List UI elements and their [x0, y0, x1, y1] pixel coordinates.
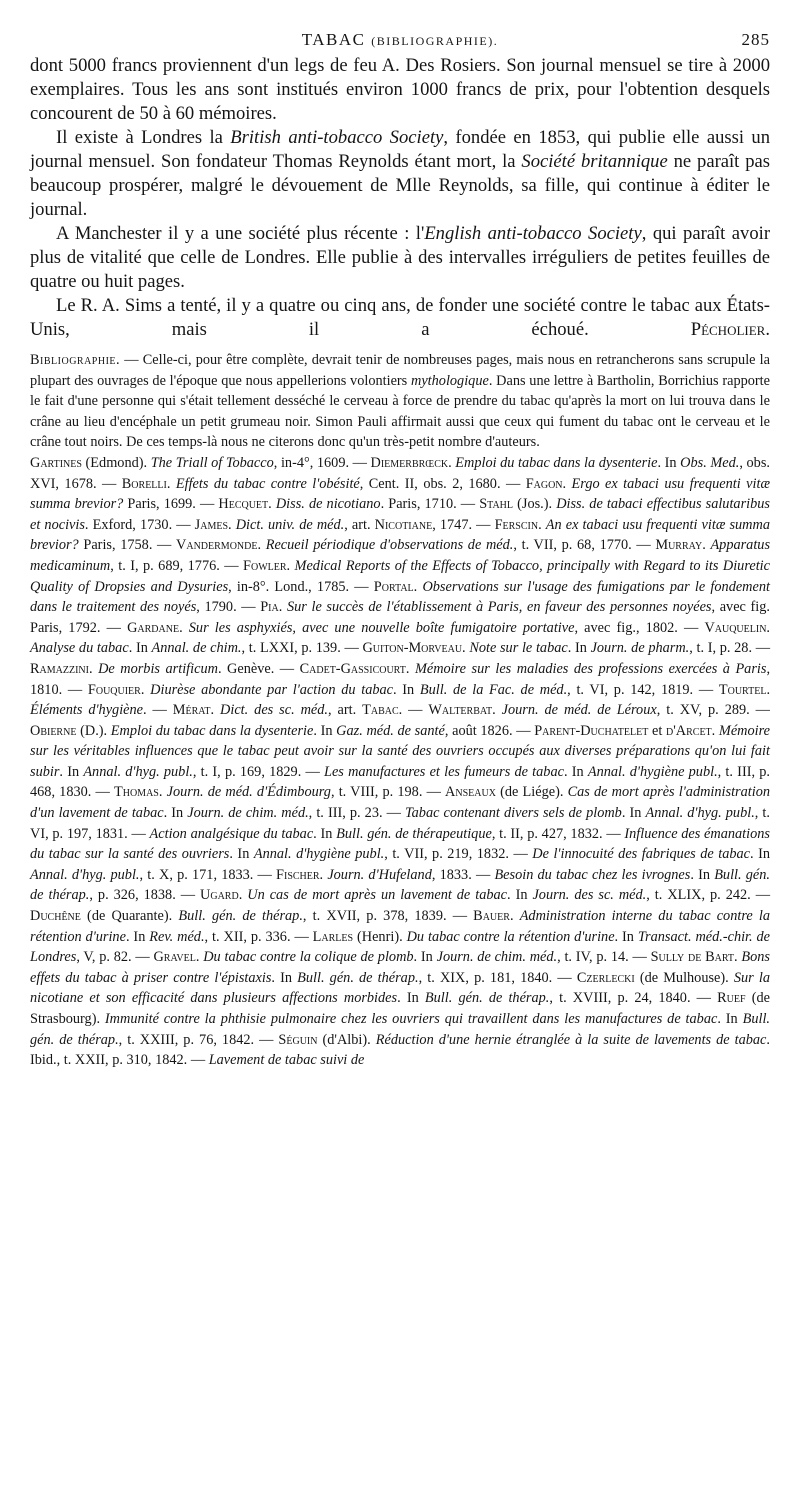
- citation-text: , t. I, p. 28. —: [689, 640, 771, 657]
- citation-text: , t. XLIX, p. 242. —: [646, 887, 770, 904]
- author-name: Diemerbrœck: [370, 454, 449, 471]
- citation-text: . In: [657, 454, 681, 471]
- work-title: Mémoire sur les maladies des professions exercées à Paris: [414, 660, 767, 677]
- main-text: [30, 54, 770, 342]
- work-title: Annal. d'hygiène publ.: [587, 763, 718, 780]
- work-title: Journ. des sc. méd.: [532, 887, 647, 904]
- citation-text: (D.).: [76, 722, 111, 739]
- work-title: Apparatus medicaminum: [30, 537, 771, 574]
- citation-text: .: [319, 866, 328, 883]
- work-title: Bull. gén. de thérap.: [178, 908, 303, 925]
- author-name: Cadet-Gassicourt: [299, 660, 406, 677]
- work-title: Bull. de la Fac. de méd.: [419, 681, 568, 698]
- work-title: Journ. de chim. méd.: [436, 949, 558, 966]
- text-run: ne paraît pas beaucoup prospérer, malgré le dévouement de Mlle Reynolds, sa fille, qui continue à éditer le journal.: [30, 151, 770, 220]
- work-title: Immunité contre la phthisie pulmonaire chez les ouvriers qui travaillent dans les manufactures de tabac: [104, 1011, 718, 1027]
- work-title: Mémoire sur les véritables influences que le tabac peut avoir sur la santé des ouvriers occupés aux diverses préparations qu'on lui fait subir: [30, 722, 771, 780]
- citation-text: , 1790. —: [196, 599, 261, 616]
- citation-text: , V, p. 82. —: [76, 949, 154, 966]
- work-title: Note sur le tabac: [469, 640, 568, 657]
- citation-text: .: [228, 516, 236, 533]
- citation-text: .: [734, 949, 742, 966]
- author-name: Fischer: [276, 866, 320, 883]
- citation-text: . In: [59, 763, 84, 780]
- author-name: Duchêne: [30, 908, 81, 925]
- author-name: Mérat: [172, 702, 211, 719]
- header-title: TABAC: [301, 30, 366, 49]
- paragraph-3: [30, 222, 770, 294]
- work-title: Gaz. méd. de santé: [336, 722, 445, 739]
- citation-text: . Ibid., t. XXII, p. 310, 1842. —: [30, 1031, 770, 1069]
- work-title: Recueil périodique d'observations de méd.: [265, 537, 514, 554]
- work-title: Annal. d'hygiène publ.: [253, 846, 385, 863]
- citation-text: (de Mulhouse).: [634, 969, 734, 986]
- author-name: Fagon: [525, 475, 563, 492]
- author-name: Stahl: [479, 496, 514, 513]
- bibliography-entries: [30, 453, 770, 1071]
- work-title: Sur les asphyxiés, avec une nouvelle boîte fumigatoire portative: [188, 619, 575, 636]
- work-title: Diss. de tabaci effectibus salutaribus et nocivis: [30, 496, 770, 533]
- work-title: Diurèse abondante par l'action du tabac: [150, 681, 393, 698]
- work-title: Un cas de mort après un lavement de tabac: [247, 887, 508, 904]
- citation-text: . In: [750, 846, 771, 863]
- work-title: Ergo ex tabaci usu frequenti vitæ summa brevior?: [30, 475, 770, 513]
- work-title: Emploi du tabac dans la dysenterie: [455, 454, 658, 471]
- citation-text: , t. X, p. 171, 1833. —: [139, 866, 277, 883]
- work-title: Journ. de méd. de Léroux: [501, 702, 657, 719]
- citation-text: .: [88, 660, 99, 677]
- citation-text: .: [509, 908, 520, 925]
- citation-text: , t. II, p. 427, 1832. —: [491, 825, 625, 842]
- citation-text: , 1747. —: [432, 516, 495, 533]
- citation-text: (de Quarante).: [80, 908, 179, 925]
- author-name: Bauer: [473, 908, 510, 925]
- citation-text: . In: [614, 928, 638, 945]
- author-name: Séguin: [278, 1031, 318, 1048]
- citation-text: , t. IV, p. 14. —: [557, 949, 651, 966]
- work-title: Réduction d'une hernie étranglée à la suite de lavements de tabac: [375, 1031, 767, 1048]
- citation-text: .: [166, 475, 176, 492]
- citation-text: , 1810. —: [30, 660, 771, 698]
- work-title: Bull. gén. de thérapeutique: [336, 825, 492, 842]
- citation-text: .: [711, 722, 719, 739]
- work-title: Diss. de nicotiano: [275, 496, 381, 513]
- citation-text: . Exford, 1730. —: [84, 516, 195, 533]
- work-title: Éléments d'hygiène: [30, 702, 144, 719]
- citation-text: , t. VI, p. 142, 1819. —: [567, 681, 719, 698]
- page-number: 285: [741, 30, 770, 49]
- citation-text: . In: [128, 640, 152, 657]
- author-name: d'Arcet: [665, 722, 712, 739]
- citation-text: .: [413, 578, 423, 595]
- work-title: Observations sur l'usage des fumigations par le fondement dans le traitement des noyés: [30, 578, 770, 616]
- author-name: Gartines: [30, 454, 82, 471]
- work-title: Analyse du tabac: [30, 640, 129, 657]
- work-title: Journ. de chim. méd.: [187, 805, 309, 822]
- citation-text: .: [140, 681, 151, 698]
- citation-text: (d'Albi).: [317, 1031, 376, 1048]
- citation-text: , t. VI, p. 197, 1831. —: [30, 805, 770, 842]
- author-name: Borelli: [121, 475, 167, 492]
- work-title: Bull. gén. de thérap.: [297, 969, 419, 986]
- citation-text: . In: [621, 805, 646, 822]
- citation-text: , 1833. —: [431, 866, 495, 883]
- citation-text: .: [210, 702, 221, 719]
- citation-text: , t. XV, p. 289. —: [656, 702, 770, 719]
- citation-text: Paris, 1758. —: [78, 537, 177, 554]
- citation-text: . In: [313, 722, 337, 739]
- author-signature: Pécholier.: [690, 319, 770, 340]
- citation-text: . In: [271, 969, 298, 986]
- citation-text: . In: [163, 805, 188, 822]
- citation-text: , t. VII, p. 68, 1770. —: [513, 537, 656, 554]
- paragraph-4: [30, 294, 770, 342]
- author-name: Vauquelin: [704, 619, 767, 636]
- citation-text: , t. XII, p. 336. —: [204, 928, 313, 945]
- citation-text: . In: [229, 846, 254, 863]
- author-name: Anseaux: [445, 784, 496, 801]
- work-title: Medical Reports of the Effects of Tobacco, principally with Regard to its Diuretic Quality of Dropsies and Dysuries: [30, 557, 771, 595]
- author-name: Hecquet: [218, 496, 269, 513]
- author-name: Fouquier: [87, 681, 141, 698]
- text-run: , qui paraît avoir plus de vitalité que celle de Londres. Elle publie à des intervalles irréguliers de petites feuilles de quatre ou huit pages.: [30, 223, 771, 292]
- citation-text: .: [158, 784, 167, 801]
- citation-text: , t. VII, p. 219, 1832. —: [384, 846, 533, 863]
- author-name: Ugard: [200, 887, 239, 904]
- citation-text: , t. I, p. 689, 1776. —: [110, 557, 244, 574]
- author-name: Pia: [260, 599, 279, 616]
- work-title: Dict. univ. de méd.: [235, 516, 345, 533]
- citation-text: , août 1826. —: [444, 722, 535, 739]
- paragraph-2: [30, 126, 770, 222]
- citation-text: .: [562, 475, 572, 492]
- work-title: Bull. gén. de thérap.: [30, 866, 770, 904]
- citation-text: . In: [717, 1011, 743, 1027]
- text-run: Le R. A. Sims a tenté, il y a quatre ou cinq ans, de fonder une société contre le tabac aux États-Unis, mais il a échoué.: [30, 295, 770, 340]
- bibliography-intro: [30, 350, 770, 453]
- work-title: Influence des émanations du tabac sur la santé des ouvriers: [30, 825, 770, 863]
- author-name: Tourtel: [718, 681, 767, 698]
- work-title: Rev. méd.: [149, 928, 205, 945]
- author-name: Sully de Bart: [650, 949, 735, 966]
- society-name: Société britannique: [521, 151, 668, 172]
- citation-text: . —: [143, 702, 173, 719]
- citation-text: Paris, 1699. —: [123, 496, 219, 513]
- author-name: Portal: [373, 578, 414, 595]
- running-title: [302, 30, 499, 50]
- citation-text: et: [648, 722, 666, 739]
- work-title: Action analgésique du tabac: [149, 825, 314, 842]
- citation-text: . In: [413, 949, 437, 966]
- work-title: Bons effets du tabac à priser contre l'épistaxis: [30, 949, 770, 986]
- work-title: Journ. de méd. d'Édimbourg: [166, 784, 331, 801]
- work-title: Emploi du tabac dans la dysenterie: [110, 722, 314, 739]
- citation-text: .: [278, 599, 287, 616]
- citation-text: , Cent. II, obs. 2, 1680. —: [359, 475, 526, 492]
- work-title: Dict. des sc. méd.: [220, 702, 328, 719]
- author-name: Vandermonde: [176, 537, 258, 554]
- citation-text: , t. I, p. 169, 1829. —: [192, 763, 324, 780]
- bibliography-section: [30, 350, 770, 1071]
- citation-text: . In: [393, 681, 420, 698]
- work-title: An ex tabaci usu frequenti vitæ summa brevior?: [30, 516, 770, 554]
- work-title: Les manufactures et les fumeurs de tabac: [324, 763, 564, 780]
- citation-text: .: [538, 516, 546, 533]
- society-name: English anti-tobacco Society: [424, 223, 642, 244]
- work-title: Annal. d'hyg. publ.: [30, 866, 140, 883]
- citation-text: .: [702, 537, 711, 554]
- work-title: Journ. de pharm.: [590, 640, 690, 657]
- citation-text: (de Liége).: [495, 784, 568, 801]
- society-name: British anti-tobacco Society: [230, 127, 444, 148]
- running-header: [30, 30, 770, 54]
- citation-text: . In: [567, 640, 591, 657]
- work-title: Sur le succès de l'établissement à Paris, en faveur des personnes noyées: [286, 599, 712, 616]
- work-title: Du tabac contre la rétention d'urine: [406, 928, 615, 945]
- citation-text: , t. XVII, p. 378, 1839. —: [302, 908, 474, 925]
- citation-text: . Genève. —: [217, 660, 300, 677]
- citation-text: . In: [563, 763, 588, 780]
- citation-text: .: [766, 619, 770, 636]
- citation-text: , t. XIX, p. 181, 1840. —: [418, 969, 577, 986]
- citation-text: .: [766, 681, 771, 698]
- citation-text: .: [268, 496, 276, 513]
- citation-text: , t. XVIII, p. 24, 1840. —: [549, 990, 718, 1007]
- citation-text: . In: [313, 825, 337, 842]
- author-name: Ramazzini: [30, 660, 89, 677]
- citation-text: , t. III, p. 468, 1830. —: [30, 763, 770, 801]
- citation-text: , in-8°. Lond., 1785. —: [228, 578, 374, 595]
- citation-text: , p. 326, 1838. —: [89, 887, 201, 904]
- work-title: The Triall of Tobacco: [150, 454, 274, 471]
- work-title: Transact. méd.-chir. de Londres: [30, 928, 771, 966]
- citation-text: .: [195, 949, 204, 966]
- page: [30, 30, 770, 1071]
- author-name: Thomas: [114, 784, 159, 801]
- citation-text: . In: [397, 990, 425, 1007]
- citation-text: , t. XXIII, p. 76, 1842. —: [118, 1031, 279, 1048]
- citation-text: . In: [690, 866, 715, 883]
- author-name: Czerlecki: [576, 969, 635, 986]
- citation-text: (Edmond).: [81, 454, 151, 471]
- citation-text: , art.: [328, 702, 363, 719]
- work-title: Annal. de chim.: [151, 640, 242, 657]
- text-run: Il existe à Londres la: [56, 127, 231, 148]
- work-title: Sur la nicotiane et son efficacité dans plusieurs affections morbides: [30, 969, 770, 1007]
- citation-text: (de Strasbourg).: [30, 990, 770, 1027]
- work-title: Annal. d'hyg. publ.: [645, 805, 755, 822]
- work-title: Cas de mort après l'administration d'un lavement de tabac: [30, 784, 771, 822]
- citation-text: .: [405, 660, 415, 677]
- author-name: Obierne: [30, 722, 77, 739]
- citation-text: .: [238, 887, 248, 904]
- work-title: Effets du tabac contre l'obésité: [175, 475, 360, 492]
- citation-text: , in-4°, 1609. —: [273, 454, 371, 471]
- work-title: Bull. gén. de thérap.: [424, 990, 550, 1007]
- citation-text: , avec fig., 1802. —: [574, 619, 705, 636]
- citation-text: .: [462, 640, 470, 657]
- work-title: Obs. Med.: [680, 454, 740, 471]
- author-name: Walterbat: [428, 702, 493, 719]
- text-run: , fondée en 1853, qui publie elle aussi un journal mensuel. Son fondateur Thomas Reynolds étant mort, la: [30, 127, 770, 172]
- citation-text: . Paris, 1710. —: [380, 496, 480, 513]
- citation-text: .: [179, 619, 189, 636]
- citation-text: , t. LXXI, p. 139. —: [241, 640, 363, 657]
- work-title: Du tabac contre la colique de plomb: [203, 949, 414, 966]
- citation-text: .: [492, 702, 502, 719]
- work-title: Administration interne du tabac contre la rétention d'urine: [30, 908, 770, 945]
- citation-text: (Henri).: [353, 928, 407, 945]
- author-name: Parent-Duchatelet: [534, 722, 649, 739]
- citation-text: .: [448, 454, 456, 471]
- author-name: Ruef: [717, 990, 746, 1007]
- work-title: Besoin du tabac chez les ivrognes: [494, 866, 691, 883]
- author-name: Fowler: [243, 557, 287, 574]
- citation-text: . —: [398, 702, 429, 719]
- citation-text: . In: [125, 928, 150, 945]
- work-title: De morbis artificum: [98, 660, 218, 677]
- work-title: Annal. d'hyg. publ.: [83, 763, 193, 780]
- citation-text: .: [286, 557, 295, 574]
- citation-text: , art.: [344, 516, 375, 533]
- author-name: Nicotiane: [374, 516, 433, 533]
- author-name: Tabac: [362, 702, 399, 719]
- author-name: James: [194, 516, 229, 533]
- citation-text: , obs. XVI, 1678. —: [30, 454, 770, 492]
- text-run: mythologique: [411, 372, 489, 389]
- citation-text: , avec fig. Paris, 1792. —: [30, 599, 770, 636]
- author-name: Guiton-Morveau: [362, 640, 463, 657]
- author-name: Gardane: [127, 619, 180, 636]
- citation-text: (Jos.).: [513, 496, 557, 513]
- citation-text: , t. III, p. 23. —: [308, 805, 406, 822]
- author-name: Ferscin: [494, 516, 539, 533]
- work-title: Journ. d'Hufeland: [327, 866, 432, 883]
- text-run: . Dans une lettre à Bartholin, Borrichius rapporte le fait d'une personne qui s'était tellement desséché le cerveau à force de prendre du tabac qu'après la mort on lui trouva dans le crâne au lieu d'encéphale un petit grumeau noir. Simon Pauli affirmait aussi que ceux qui fument du tabac ont le cerveau et le crâne tout noirs. De ces temps-là nous ne citerons donc qu'un très-petit nombre d'auteurs.: [30, 372, 770, 451]
- text-run: — Celle-ci, pour être complète, devrait tenir de nombreuses pages, mais nous en retrancherons sans scrupule la plupart des ouvrages de l'époque que nous appellerions volontiers: [30, 352, 770, 389]
- paragraph-1: dont 5000 francs proviennent d'un legs de feu A. Des Rosiers. Son journal mensuel se tire à 2000 exemplaires. Tous les ans sont institués environ 1000 francs de prix, pour l'obtention desquels concourent de 50 à 60 mémoires.: [30, 55, 770, 124]
- author-name: Larles: [312, 928, 354, 945]
- header-subtitle: (BIBLIOGRAPHIE).: [371, 34, 499, 48]
- work-title: De l'innocuité des fabriques de tabac: [532, 846, 751, 863]
- citation-text: . In: [507, 887, 533, 904]
- bibliography-heading: Bibliographie.: [30, 352, 121, 368]
- author-name: Gravel: [153, 949, 196, 966]
- author-name: Murray: [655, 537, 703, 554]
- text-run: A Manchester il y a une société plus récente : l': [56, 223, 425, 244]
- citation-text: , t. VIII, p. 198. —: [330, 784, 446, 801]
- citation-text: .: [257, 537, 266, 554]
- work-title: Tabac contenant divers sels de plomb: [405, 805, 622, 822]
- work-title: Lavement de tabac suivi de: [208, 1052, 365, 1069]
- work-title: Bull. gén. de thérap.: [30, 1011, 770, 1048]
